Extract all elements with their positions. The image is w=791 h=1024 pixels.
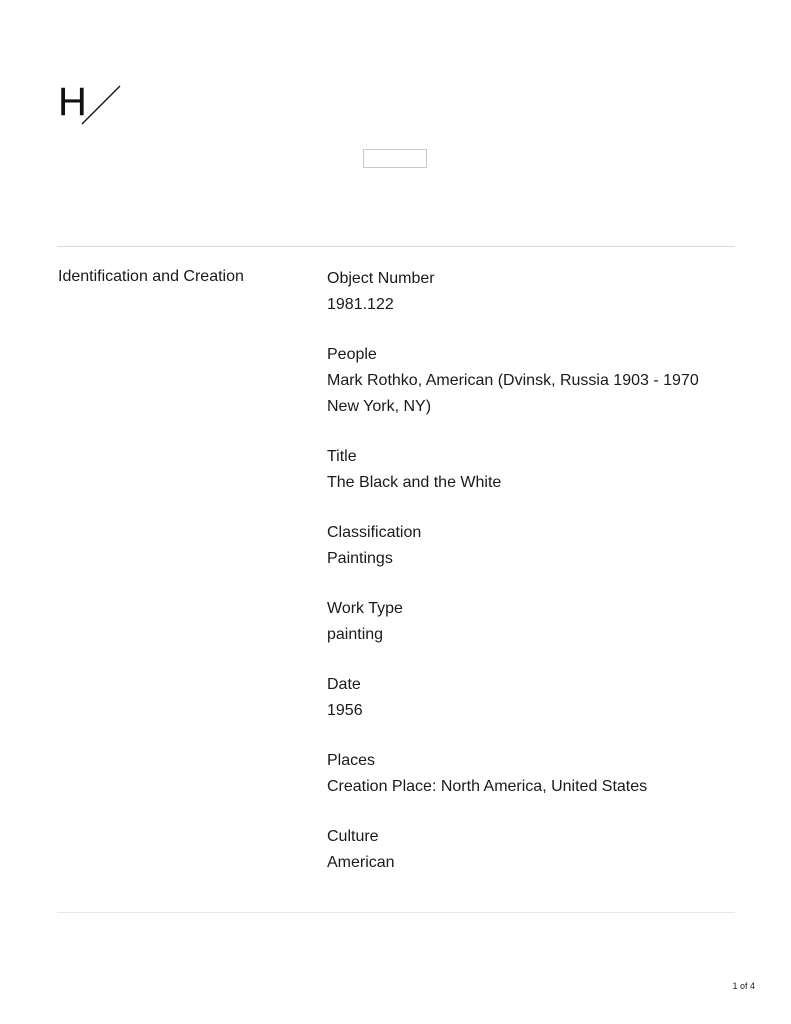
field-date	[327, 672, 727, 724]
field-value: Mark Rothko, American (Dvinsk, Russia 1903 - 1970 New York, NY)	[327, 372, 699, 415]
field-places	[327, 748, 727, 800]
section-heading: Identification and Creation	[58, 268, 244, 285]
logo-letter: H	[58, 80, 87, 124]
field-people	[327, 342, 727, 420]
top-divider	[57, 246, 735, 247]
field-label: Date	[327, 676, 361, 693]
field-label: Work Type	[327, 600, 403, 617]
field-label: Culture	[327, 828, 379, 845]
field-classification	[327, 520, 727, 572]
field-value: Creation Place: North America, United States	[327, 778, 648, 795]
field-label: People	[327, 346, 377, 363]
field-work-type	[327, 596, 727, 648]
field-object-number	[327, 266, 727, 318]
field-label: Title	[327, 448, 357, 465]
identification-fields	[327, 266, 727, 900]
field-value: The Black and the White	[327, 474, 502, 491]
field-value: painting	[327, 626, 384, 643]
field-label: Object Number	[327, 270, 435, 287]
field-culture	[327, 824, 727, 876]
field-value: 1981.122	[327, 296, 394, 313]
artwork-image-placeholder	[363, 149, 427, 168]
field-label: Classification	[327, 524, 422, 541]
page-number: 1 of 4	[732, 981, 755, 991]
field-value: American	[327, 854, 395, 871]
bottom-divider	[57, 912, 735, 913]
logo-slash-icon	[80, 84, 124, 128]
field-label: Places	[327, 752, 376, 769]
logo	[58, 80, 128, 128]
field-title	[327, 444, 727, 496]
field-value: Paintings	[327, 550, 393, 567]
field-value: 1956	[327, 702, 363, 719]
